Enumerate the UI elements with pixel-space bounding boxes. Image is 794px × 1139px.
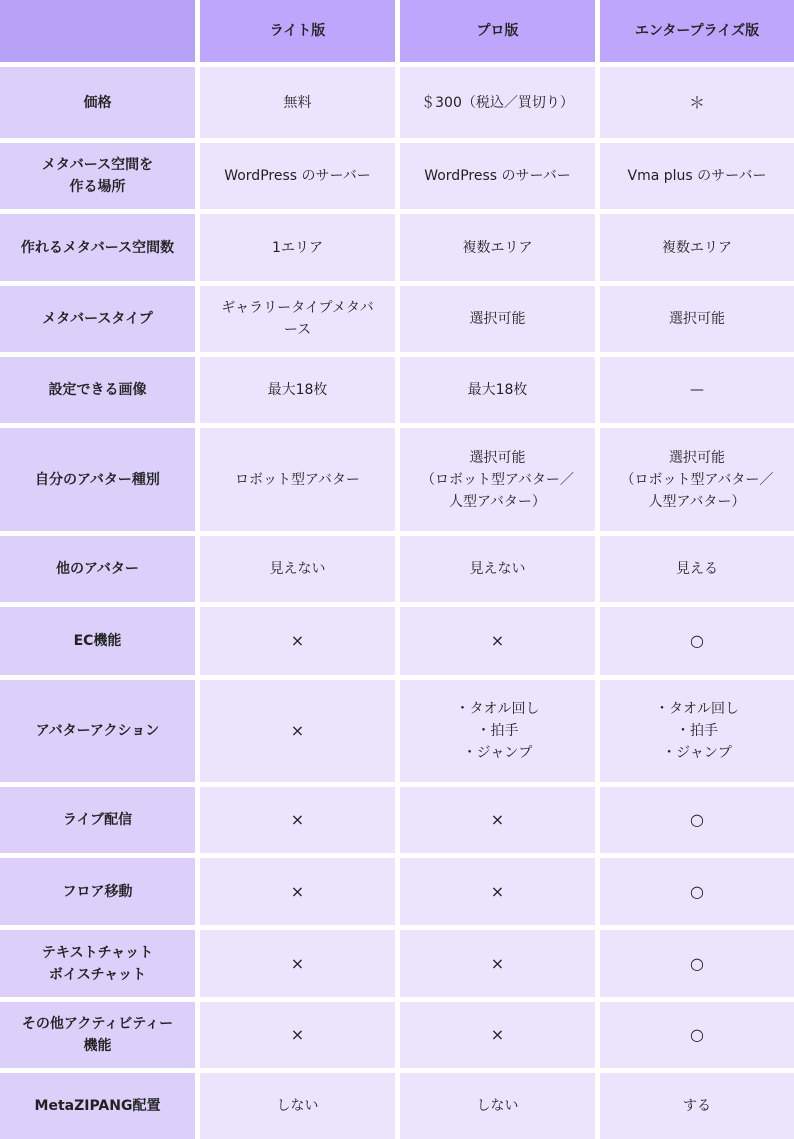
header-enterprise: エンタープライズ版 (600, 0, 794, 62)
header-corner (0, 0, 195, 62)
row-label-activity: その他アクティビティー 機能 (0, 1002, 195, 1068)
cell-images-enterprise: — (600, 357, 794, 423)
cell-images-pro: 最大18枚 (400, 357, 595, 423)
cell-space-count-lite: 1エリア (200, 214, 395, 281)
cell-location-enterprise: Vma plus のサーバー (600, 143, 794, 209)
row-label-images: 設定できる画像 (0, 357, 195, 423)
row-label-location: メタバース空間を 作る場所 (0, 143, 195, 209)
row-label-other-avatars: 他のアバター (0, 536, 195, 602)
cell-chat-enterprise: ○ (600, 930, 794, 997)
cell-price-enterprise: ＊ (600, 67, 794, 138)
row-label-type: メタバースタイプ (0, 286, 195, 352)
cell-activity-lite: × (200, 1002, 395, 1068)
header-pro: プロ版 (400, 0, 595, 62)
cell-metazipang-pro: しない (400, 1073, 595, 1139)
cell-space-count-pro: 複数エリア (400, 214, 595, 281)
row-label-avatar-action: アバターアクション (0, 680, 195, 782)
cell-floor-lite: × (200, 858, 395, 925)
cell-activity-enterprise: ○ (600, 1002, 794, 1068)
row-label-avatar-type: 自分のアバター種別 (0, 428, 195, 531)
header-lite: ライト版 (200, 0, 395, 62)
cell-location-lite: WordPress のサーバー (200, 143, 395, 209)
cell-avatar-action-enterprise: ・タオル回し ・拍手 ・ジャンプ (600, 680, 794, 782)
cell-type-pro: 選択可能 (400, 286, 595, 352)
cell-ec-enterprise: ○ (600, 607, 794, 675)
row-label-space-count: 作れるメタバース空間数 (0, 214, 195, 281)
cell-images-lite: 最大18枚 (200, 357, 395, 423)
cell-floor-pro: × (400, 858, 595, 925)
cell-avatar-action-lite: × (200, 680, 395, 782)
cell-type-lite: ギャラリータイプメタバ ース (200, 286, 395, 352)
cell-metazipang-enterprise: する (600, 1073, 794, 1139)
cell-avatar-type-lite: ロボット型アバター (200, 428, 395, 531)
cell-other-avatars-pro: 見えない (400, 536, 595, 602)
cell-floor-enterprise: ○ (600, 858, 794, 925)
row-label-price: 価格 (0, 67, 195, 138)
cell-live-lite: × (200, 787, 395, 853)
cell-space-count-enterprise: 複数エリア (600, 214, 794, 281)
cell-avatar-action-pro: ・タオル回し ・拍手 ・ジャンプ (400, 680, 595, 782)
cell-ec-pro: × (400, 607, 595, 675)
cell-other-avatars-enterprise: 見える (600, 536, 794, 602)
cell-live-pro: × (400, 787, 595, 853)
cell-ec-lite: × (200, 607, 395, 675)
cell-live-enterprise: ○ (600, 787, 794, 853)
cell-other-avatars-lite: 見えない (200, 536, 395, 602)
cell-chat-pro: × (400, 930, 595, 997)
row-label-chat: テキストチャット ボイスチャット (0, 930, 195, 997)
cell-metazipang-lite: しない (200, 1073, 395, 1139)
cell-avatar-type-enterprise: 選択可能 （ロボット型アバター／ 人型アバター） (600, 428, 794, 531)
cell-location-pro: WordPress のサーバー (400, 143, 595, 209)
row-label-metazipang: MetaZIPANG配置 (0, 1073, 195, 1139)
cell-price-lite: 無料 (200, 67, 395, 138)
row-label-floor: フロア移動 (0, 858, 195, 925)
cell-type-enterprise: 選択可能 (600, 286, 794, 352)
cell-price-pro: ＄300（税込／買切り） (400, 67, 595, 138)
row-label-live: ライブ配信 (0, 787, 195, 853)
cell-chat-lite: × (200, 930, 395, 997)
cell-avatar-type-pro: 選択可能 （ロボット型アバター／ 人型アバター） (400, 428, 595, 531)
cell-activity-pro: × (400, 1002, 595, 1068)
row-label-ec: EC機能 (0, 607, 195, 675)
